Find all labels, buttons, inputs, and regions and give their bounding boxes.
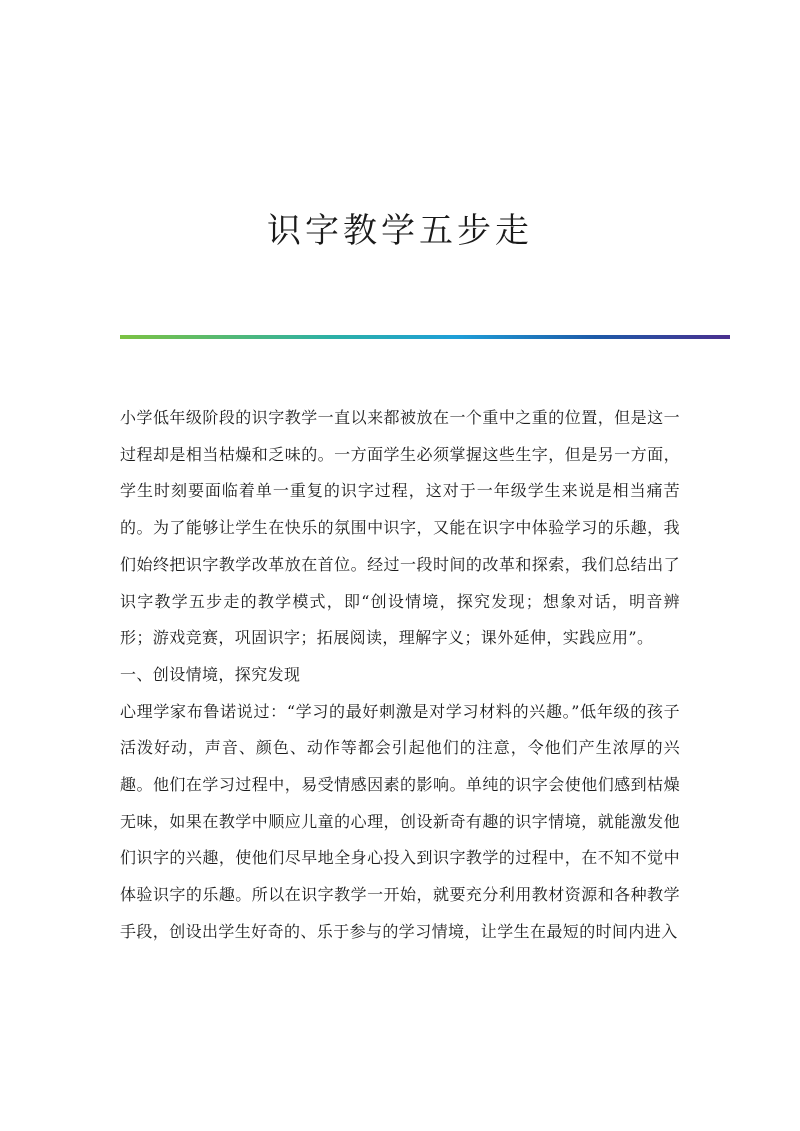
intro-paragraph: 小学低年级阶段的识字教学一直以来都被放在一个重中之重的位置，但是这一过程却是相当枯燥和乏味的。一方面学生必须掌握这些生字，但是另一方面，学生时刻要面临着单一重复的识字过程，这对于一年级学生来说是相当痛苦的。为了能够让学生在快乐的氛围中识字，又能在识字中体验学习的乐趣，我们始终把识字教学改革放在首位。经过一段时间的改革和探索，我们总结出了识字教学五步走的教学模式，即“创设情境，探究发现；想象对话，明音辨形；游戏竞赛，巩固识字；拓展阅读，理解字义；课外延伸，实践应用”。 (120, 408, 680, 648)
document-body (120, 400, 680, 951)
section-heading: 一、创设情境，探究发现 (120, 664, 301, 684)
body-paragraph: 心理学家布鲁诺说过：“学习的最好刺激是对学习材料的兴趣。”低年级的孩子活泼好动，声音、颜色、动作等都会引起他们的注意，令他们产生浓厚的兴趣。他们在学习过程中，易受情感因素的影响。单纯的识字会使他们感到枯燥无味，如果在教学中顺应儿童的心理，创设新奇有趣的识字情境，就能激发他们识字的兴趣，使他们尽早地全身心投入到识字教学的过程中，在不知不觉中体验识字的乐趣。所以在识字教学一开始，就要充分利用教材资源和各种教学手段，创设出学生好奇的、乐于参与的学习情境，让学生在最短的时间内进入 (120, 701, 680, 941)
page-title: 识字教学五步走 (267, 210, 533, 251)
title-divider (120, 335, 730, 339)
